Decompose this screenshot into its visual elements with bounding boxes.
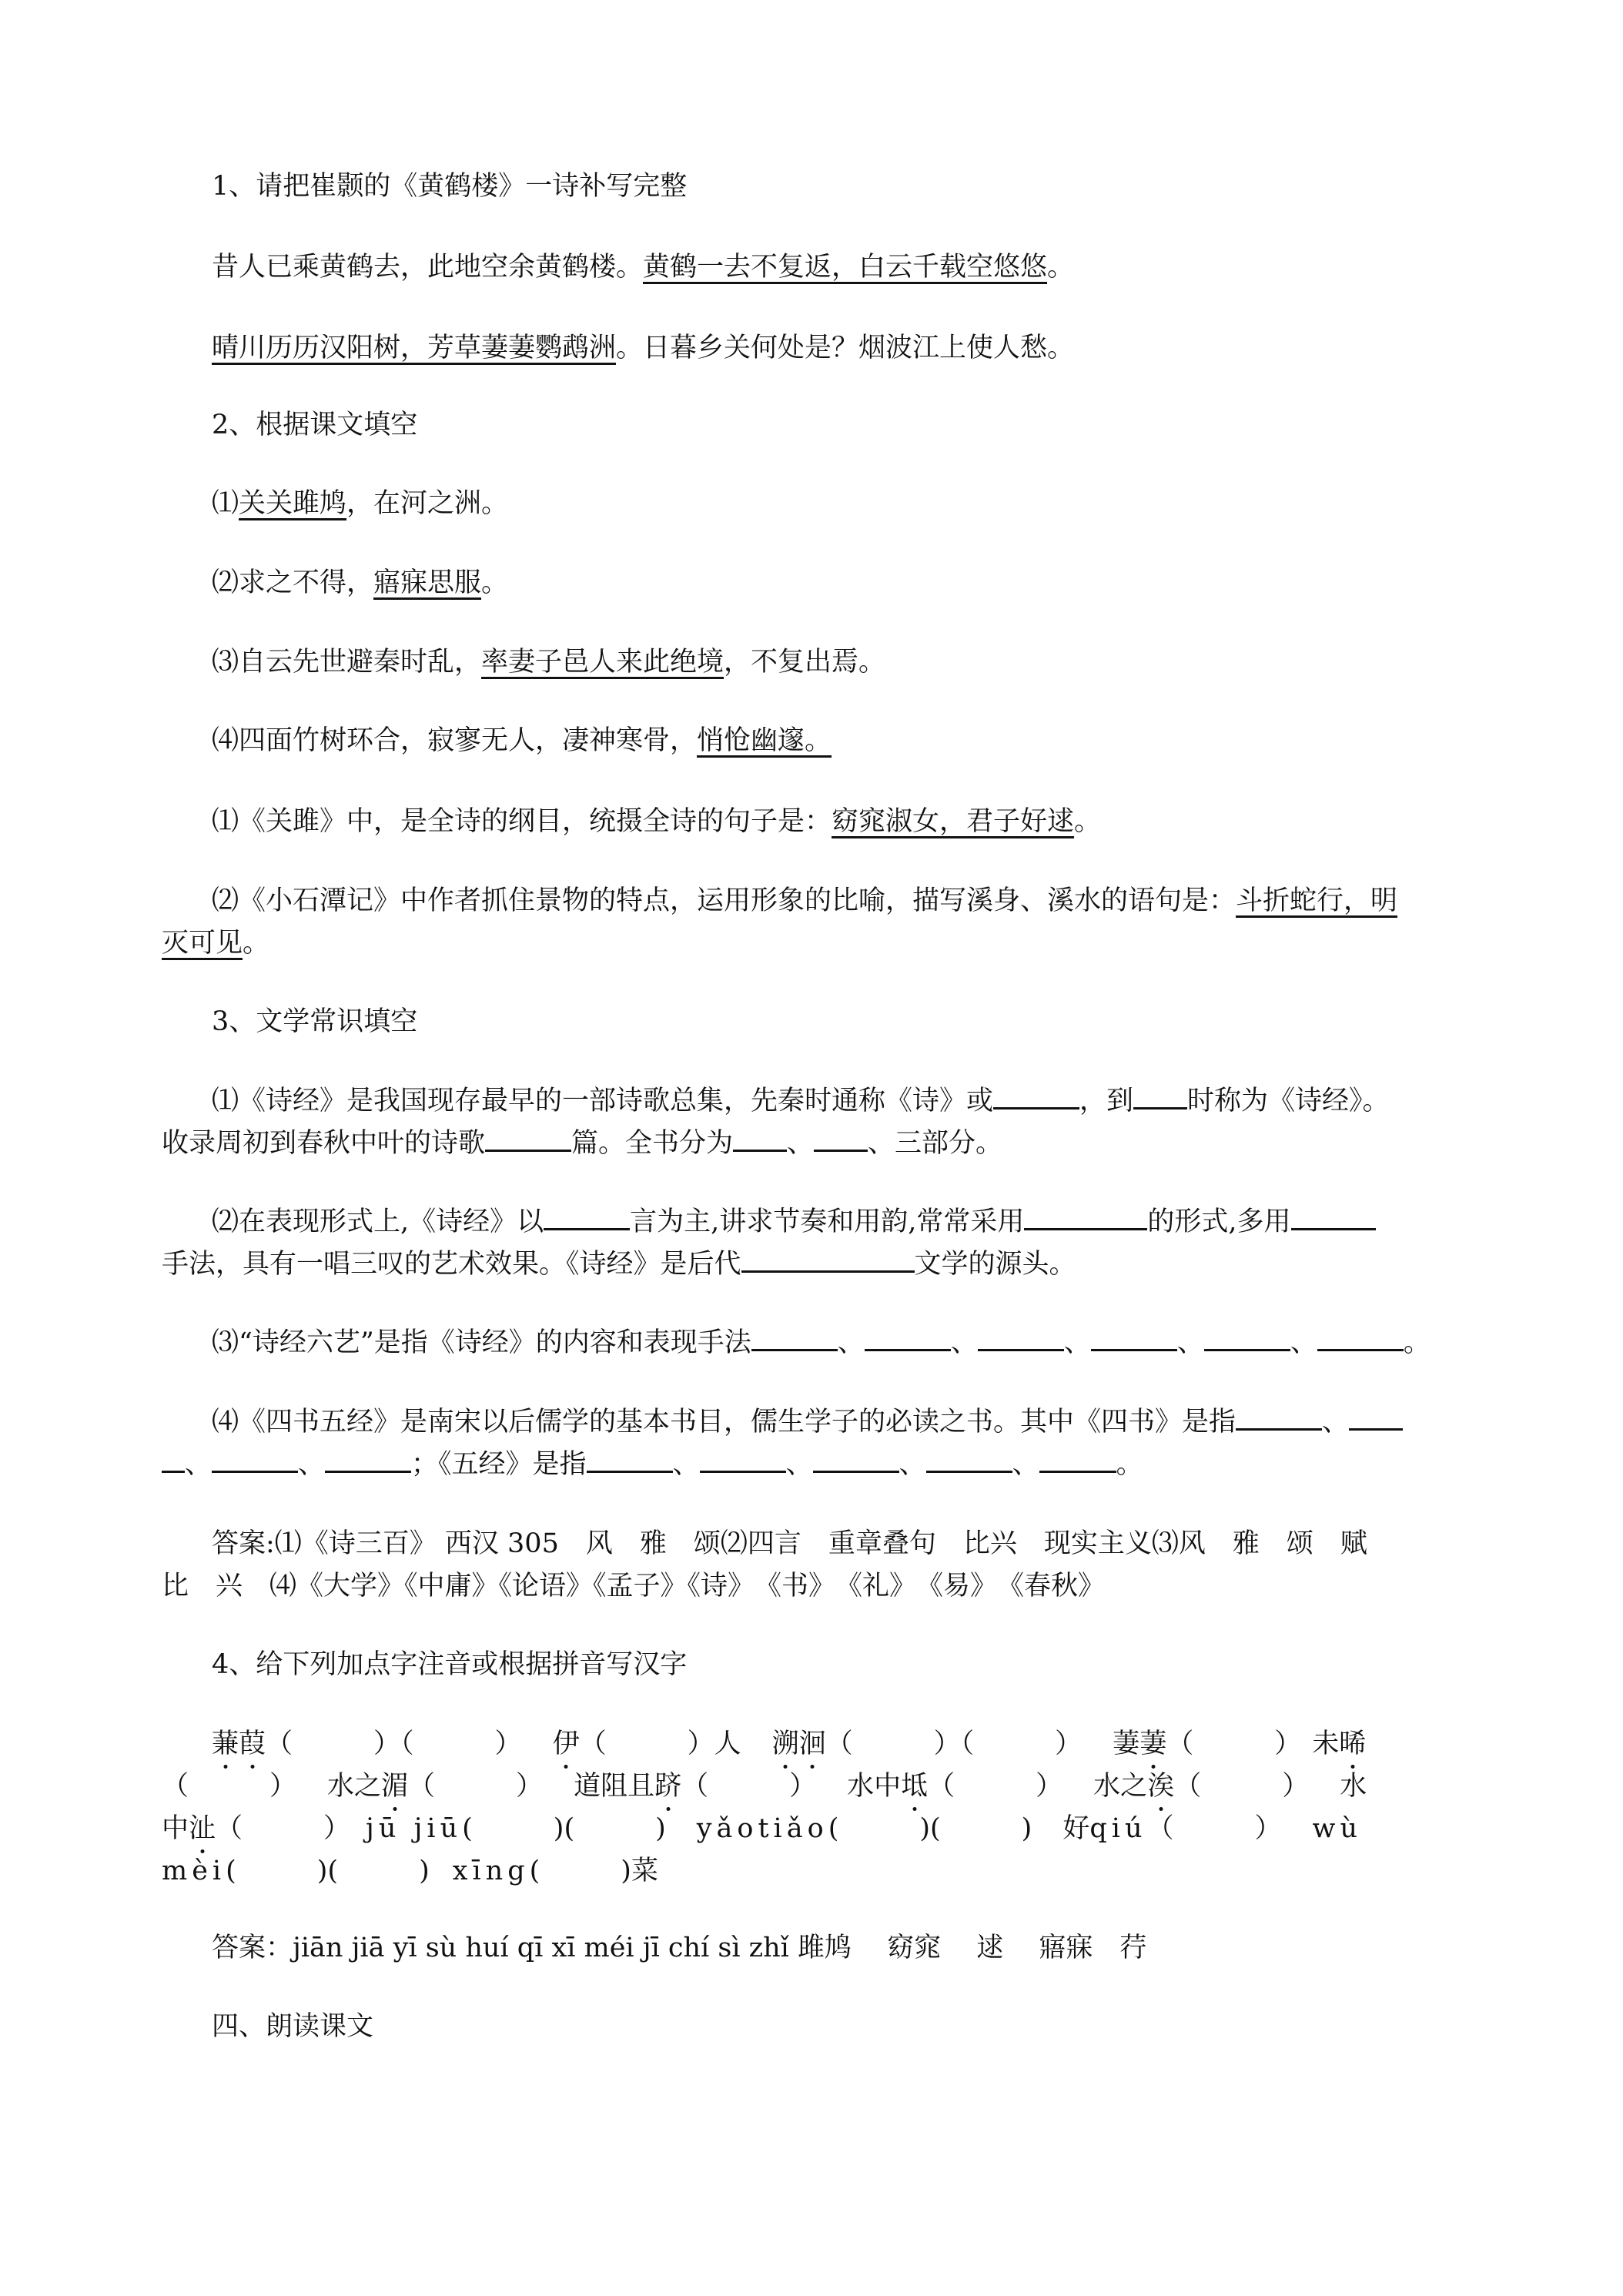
q3-para-4: ⑷《四书五经》是南宋以后儒学的基本书目，儒生学子的必读之书。其中《四书》是指 、 [212,1405,1521,1439]
answer-blank[interactable] [978,1326,1064,1351]
answer-blank[interactable] [733,1126,787,1152]
q3-para-2-cont: 手法，具有一唱三叹的艺术效果。《诗经》是后代 文学的源头。 [162,1249,1076,1280]
section-4-title: 四、朗读课文 [212,2011,374,2042]
q2-item-1: ⑴关关雎鸠，在河之洲。 [212,488,509,519]
answer-blank[interactable] [700,1448,786,1473]
answer-blank[interactable] [325,1448,411,1473]
q3-answer-2: 比 兴 ⑷《大学》《中庸》《论语》《孟子》《诗》 《书》 《礼》 《易》 《春秋》 [162,1571,1106,1602]
q2-item-6: ⑵《小石潭记》中作者抓住景物的特点，运用形象的比喻，描写溪身、溪水的语句是：斗折蛇行，明 [212,885,1398,916]
answer-blank[interactable] [212,1448,298,1473]
answer-blank[interactable] [1317,1326,1404,1351]
q2-item-6-cont: 灭可见。 [162,928,270,959]
answer-blank[interactable] [485,1126,571,1152]
q4-row-3: 中沚（ ） jū jiū( )( ) yǎotiǎo( )( ) 好qiú（ ） wù [162,1813,1362,1844]
answer-blank[interactable] [814,1126,868,1152]
answer-blank[interactable] [751,1326,838,1351]
q4-row-1: 蒹葭（ ）（ ） 伊（ ）人 溯洄（ ）（ ） 萋萋（ ） 未晞 [212,1729,1367,1759]
answer-blank[interactable] [1024,1205,1147,1230]
q2-item-4: ⑷四面竹树环合，寂寥无人，凄神寒骨，悄怆幽邃。 [212,725,832,756]
q4-row-2: （ ） 水之湄（ ） 道阻且跻（ ） 水中坻（ ） 水之涘（ ） 水 [162,1771,1367,1802]
q4-answer: 答案：jiān jiā yī sù huí qī xī méi jī chí sì zhǐ 雎鸠 窈窕 逑 寤寐 荇 [212,1933,1147,1963]
q1-line-2: 晴川历历汉阳树，芳草萋萋鹦鹉洲。日暮乡关何处是？烟波江上使人愁。 [212,333,1075,363]
answer-blank[interactable] [1091,1326,1177,1351]
answer-blank[interactable] [1236,1405,1322,1431]
q2-item-2: ⑵求之不得，寤寐思服。 [212,567,509,598]
q2-item-3: ⑶自云先世避秦时乱，率妻子邑人来此绝境，不复出焉。 [212,647,886,678]
answer-blank[interactable] [993,1084,1079,1110]
q3-title: 3、文学常识填空 [212,1006,418,1037]
q3-para-2: ⑵在表现形式上,《诗经》以 言为主,讲求节奏和用韵,常常采用 的形式,多用 [212,1205,1521,1239]
q2-item-5: ⑴《关雎》中，是全诗的纲目，统摄全诗的句子是：窈窕淑女，君子好逑。 [212,806,1102,837]
q3-answer-1: 答案:⑴《诗三百》 西汉 305 风 雅 颂⑵四言 重章叠句 比兴 现实主义⑶风 雅 颂 赋 [212,1528,1367,1559]
q3-para-1: ⑴《诗经》是我国现存最早的一部诗歌总集，先秦时通称《诗》或 ，到 时称为《诗经》。 [212,1086,1390,1116]
answer-blank[interactable] [1291,1205,1376,1230]
answer-blank[interactable] [741,1247,915,1273]
answer-blank[interactable] [544,1205,630,1230]
q4-title: 4、给下列加点字注音或根据拼音写汉字 [212,1649,688,1680]
q3-para-1-cont: 收录周初到春秋中叶的诗歌 篇。全书分为 、 、三部分。 [162,1128,1003,1159]
q2-title: 2、根据课文填空 [212,410,418,440]
answer-blank[interactable] [865,1326,951,1351]
q1-line-1: 昔人已乘黄鹤去，此地空余黄鹤楼。黄鹤一去不复返，白云千载空悠悠。 [212,252,1075,283]
answer-blank[interactable] [1039,1448,1116,1473]
answer-blank[interactable] [162,1448,185,1473]
answer-blank[interactable] [1204,1326,1290,1351]
answer-blank[interactable] [1133,1084,1187,1110]
answer-blank[interactable] [1349,1405,1403,1431]
q1-title: 1、请把崔颢的《黄鹤楼》一诗补写完整 [212,171,688,202]
answer-blank[interactable] [587,1448,673,1473]
q3-para-4-cont: 、 、 ；《五经》是指 、 、 、 、 。 [162,1448,1471,1481]
q3-para-3: ⑶“诗经六艺”是指《诗经》的内容和表现手法 、 、 、 、 、 。 [212,1327,1431,1358]
answer-blank[interactable] [813,1448,899,1473]
answer-blank[interactable] [926,1448,1012,1473]
q4-row-4: mèi( )( ) xīng( )菜 [162,1856,658,1886]
